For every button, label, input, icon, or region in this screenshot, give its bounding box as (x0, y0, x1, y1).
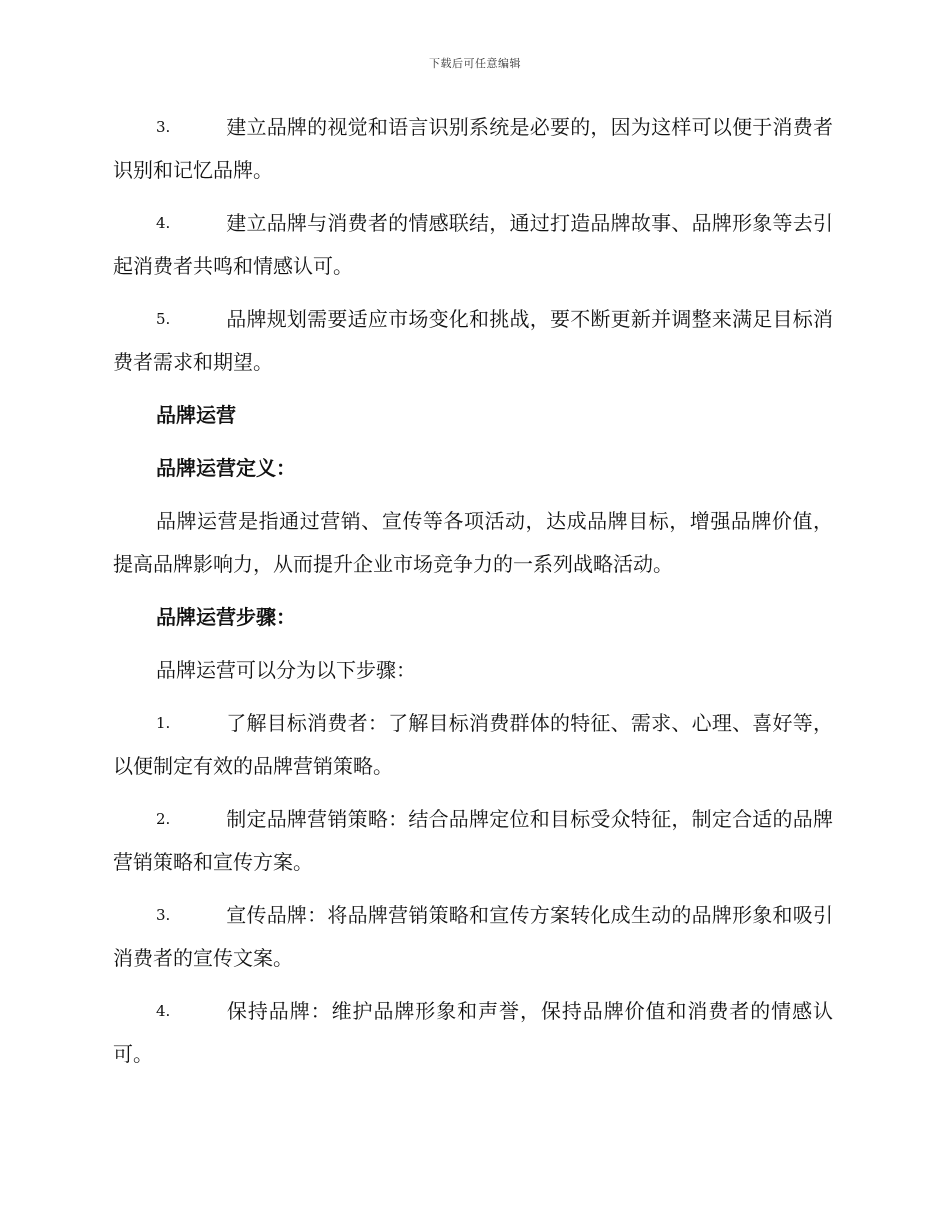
list-item-text: 制定品牌营销策略：结合品牌定位和目标受众特征，制定合适的品牌营销策略和宣传方案。 (113, 807, 833, 874)
list-item-number: 3. (156, 118, 171, 136)
definition-paragraph: 品牌运营是指通过营销、宣传等各项活动，达成品牌目标，增强品牌价值，提高品牌影响力，从而提升企业市场竞争力的一系列战略活动。 (113, 509, 833, 576)
list-item-number: 4. (156, 1002, 171, 1020)
document-body (113, 106, 833, 1086)
list-item-number: 4. (156, 214, 171, 232)
list-item (113, 702, 833, 788)
list-item (113, 798, 833, 884)
list-item (113, 202, 833, 288)
definition-heading: 品牌运营定义： (156, 456, 296, 480)
section-title: 品牌运营 (156, 403, 236, 427)
list-item-text: 宣传品牌：将品牌营销策略和宣传方案转化成生动的品牌形象和吸引消费者的宣传文案。 (113, 903, 833, 970)
list-item (113, 106, 833, 192)
list-item-text: 了解目标消费者：了解目标消费群体的特征、需求、心理、喜好等，以便制定有效的品牌营销策略。 (113, 711, 833, 778)
list-item-text: 建立品牌的视觉和语言识别系统是必要的，因为这样可以便于消费者识别和记忆品牌。 (113, 115, 833, 182)
list-item-number: 1. (156, 714, 171, 732)
list-item (113, 990, 833, 1076)
list-item-number: 3. (156, 906, 171, 924)
list-item-text: 保持品牌：维护品牌形象和声誉，保持品牌价值和消费者的情感认可。 (113, 999, 833, 1066)
page-header: 下载后可任意编辑 (429, 57, 521, 70)
list-item (113, 298, 833, 384)
steps-intro: 品牌运营可以分为以下步骤： (156, 658, 416, 682)
list-item (113, 894, 833, 980)
steps-heading: 品牌运营步骤： (156, 605, 296, 629)
list-item-text: 品牌规划需要适应市场变化和挑战，要不断更新并调整来满足目标消费者需求和期望。 (113, 307, 833, 374)
list-item-number: 5. (156, 310, 171, 328)
list-item-text: 建立品牌与消费者的情感联结，通过打造品牌故事、品牌形象等去引起消费者共鸣和情感认可。 (113, 211, 833, 278)
list-item-number: 2. (156, 810, 171, 828)
